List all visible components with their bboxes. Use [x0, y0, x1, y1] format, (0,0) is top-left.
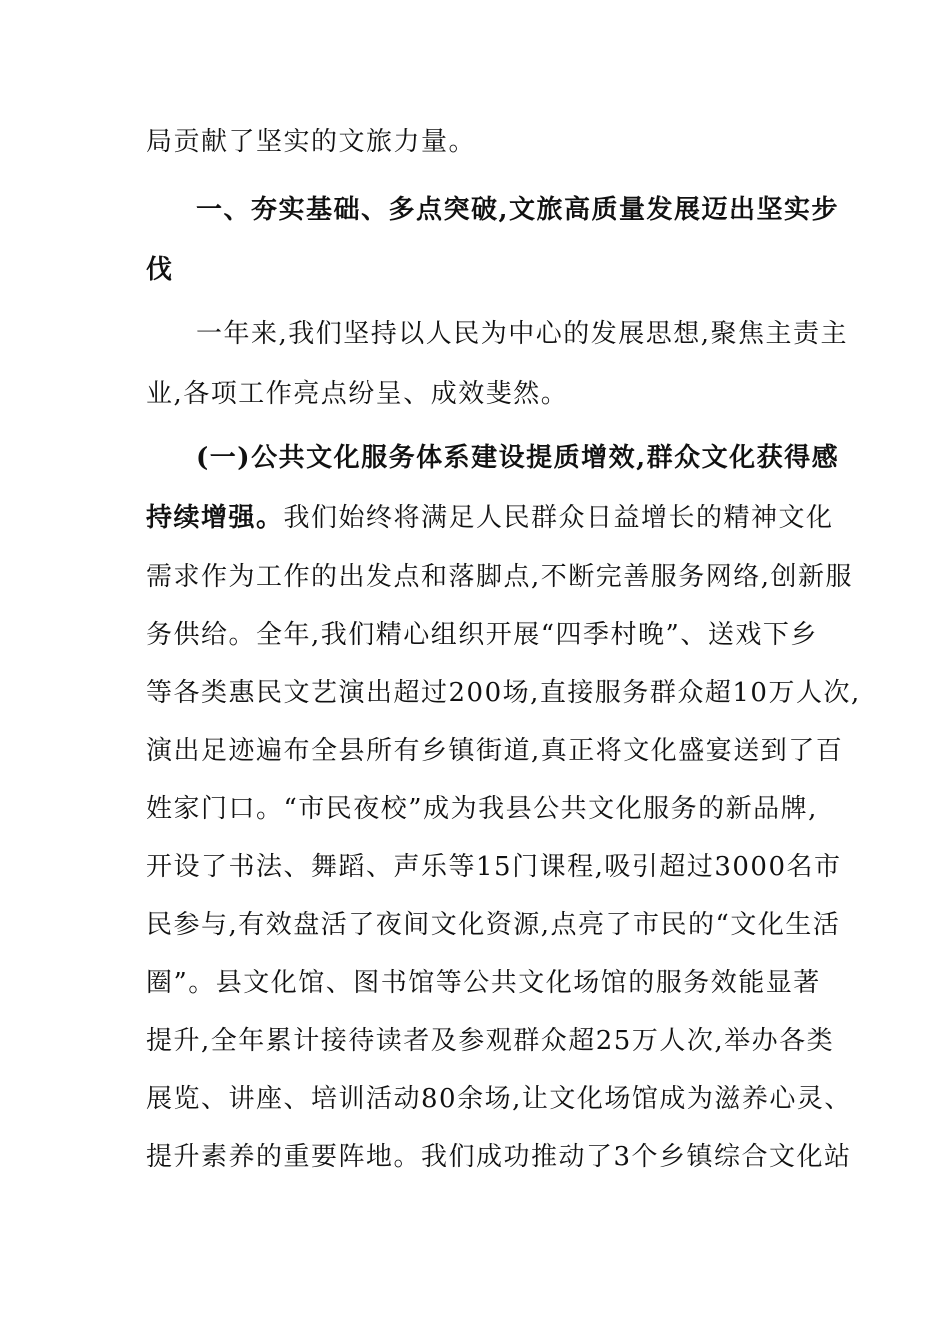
body-text-line: 业,各项工作亮点纷呈、成效斐然。 [146, 379, 569, 409]
body-text-line: 演出足迹遍布全县所有乡镇街道,真正将文化盛宴送到了百 [146, 736, 844, 766]
section-heading-line: 伐 [146, 255, 174, 285]
subsection-heading-tail: 持续增强。 [146, 503, 284, 533]
section-heading-line: 一、夯实基础、多点突破,文旅高质量发展迈出坚实步 [196, 195, 840, 225]
body-text-line: 姓家门口。“市民夜校”成为我县公共文化服务的新品牌, [146, 794, 818, 824]
body-text-line: 一年来,我们坚持以人民为中心的发展思想,聚焦主责主 [196, 319, 849, 349]
body-text-line: 民参与,有效盘活了夜间文化资源,点亮了市民的“文化生活 [146, 910, 841, 940]
body-text-line: 展览、讲座、培训活动80余场,让文化场馆成为滋养心灵、 [146, 1084, 852, 1114]
body-text-line: 需求作为工作的出发点和落脚点,不断完善服务网络,创新服 [146, 562, 854, 592]
body-text-line: 等各类惠民文艺演出超过200场,直接服务群众超10万人次, [146, 678, 861, 708]
body-text-line: 开设了书法、舞蹈、声乐等15门课程,吸引超过3000名市 [146, 852, 842, 882]
subsection-heading-line: (一)公共文化服务体系建设提质增效,群众文化获得感 [196, 443, 840, 473]
body-text-segment: 我们始终将满足人民群众日益增长的精神文化 [283, 503, 834, 533]
body-text-line: 务供给。全年,我们精心组织开展“四季村晚”、送戏下乡 [146, 620, 818, 650]
body-text-line: 提升素养的重要阵地。我们成功推动了3个乡镇综合文化站 [146, 1142, 852, 1172]
body-text-line: 提升,全年累计接待读者及参观群众超25万人次,举办各类 [146, 1026, 835, 1056]
body-text-line: 局贡献了坚实的文旅力量。 [146, 127, 477, 157]
body-text-line: 圈”。县文化馆、图书馆等公共文化场馆的服务效能显著 [146, 968, 821, 998]
mixed-text-line [146, 502, 834, 534]
